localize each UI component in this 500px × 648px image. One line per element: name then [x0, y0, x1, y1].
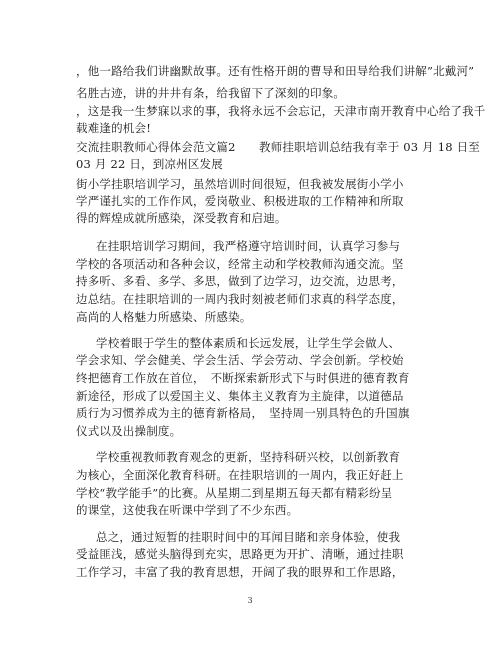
text-line: 学严谨扎实的工作作风，爱岗敬业、积极进取的工作精神和所取: [76, 194, 404, 208]
section-heading-line: 交流挂职教师心得体会范文篇2 教师挂职培训总结我有幸于 03 月 18 日至: [76, 140, 481, 154]
text-line: 持多听、多看、多学、多思，做到了边学习，边交流，边思考，: [76, 274, 404, 288]
text-line: 学会求知、学会健美、学会生活、学会劳动、学会创新。学校始: [76, 353, 404, 367]
text-line: 03 月 22 日，到凉州区发展: [76, 157, 223, 171]
text-line: 名胜古迹，讲的井井有条，给我留下了深刻的印象。: [76, 86, 346, 100]
paragraph-first-line: 总之，通过短暂的挂职时间中的耳闻目睹和亲身体验，使我: [96, 530, 401, 544]
text-line: 终把德育工作放在首位， 不断探索新形式下与时俱进的德育教育: [76, 371, 410, 385]
text-line: ，这是我一生梦寐以求的事，我将永远不会忘记，天津市南开教育中心给了我千: [76, 104, 486, 118]
text-line: 受益匪浅，感觉头脑得到充实，思路更为开扩、清晰，通过挂职: [76, 547, 404, 561]
text-line: 的课堂，这使我在听课中学到了不少东西。: [76, 503, 299, 517]
paragraph-first-line: 学校重视教师教育观念的更新，坚持科研兴校，以创新教育: [96, 450, 401, 464]
text-line: 载难逢的机会!: [76, 121, 152, 135]
paragraph-first-line: 学校着眼于学生的整体素质和长远发展，让学生学会做人、: [96, 336, 401, 350]
text-line: 街小学挂职培训学习，虽然培训时间很短，但我被发展街小学小: [76, 177, 404, 191]
text-line: 仪式以及出操制度。: [76, 424, 182, 438]
text-line: ，他一路给我们讲幽默故事。还有性格开朗的曹导和田导给我们讲解”北戴河”: [76, 64, 475, 78]
text-line: 工作学习，丰富了我的教育思想，开阔了我的眼界和工作思路，: [76, 565, 404, 579]
text-line: 边总结。在挂职培训的一周内我时刻被老师们求真的科学态度，: [76, 292, 404, 306]
text-line: 学校“教学能手”的比赛。从星期二到星期五每天都有精彩纷呈: [76, 486, 393, 500]
text-line: 高尚的人格魅力所感染、所感染。: [76, 310, 252, 324]
paragraph-first-line: 在挂职培训学习期间，我严格遵守培训时间，认真学习参与: [96, 239, 401, 253]
text-line: 学校的各项活动和各种会议，经常主动和学校教师沟通交流。坚: [76, 257, 404, 271]
text-line: 得的辉煌成就所感染，深受教育和启迪。: [76, 211, 287, 225]
text-line: 新途径，形成了以爱国主义、集体主义教育为主旋律，以道德品: [76, 389, 404, 403]
page-number: 3: [247, 596, 253, 605]
text-line: 为核心，全面深化教育科研。在挂职培训的一周内，我正好赶上: [76, 468, 404, 482]
text-line: 质行为习惯养成为主的德育新格局， 坚持周一别具特色的升国旗: [76, 406, 410, 420]
